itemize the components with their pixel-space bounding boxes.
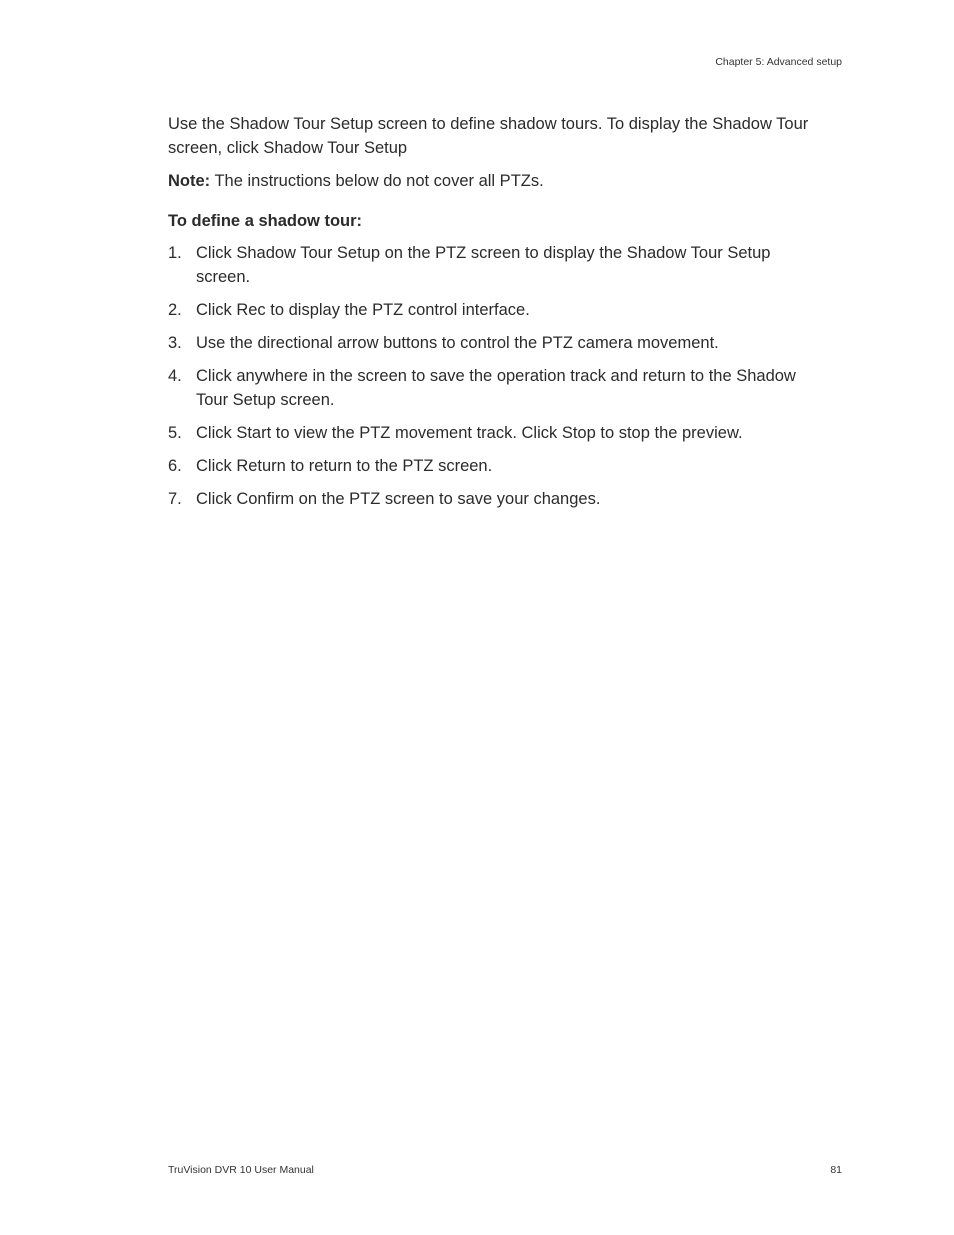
step-item (168, 298, 828, 322)
step-text: Click Return to return to the PTZ screen. (196, 457, 493, 475)
step-number: 2. (168, 301, 182, 319)
footer-manual-title: TruVision DVR 10 User Manual (168, 1164, 314, 1176)
note-paragraph (168, 169, 828, 193)
step-number: 3. (168, 334, 182, 352)
procedure-heading: To define a shadow tour: (168, 212, 363, 230)
footer-page-number: 81 (830, 1164, 842, 1176)
step-number: 6. (168, 457, 182, 475)
step-item (168, 364, 828, 412)
note-text: The instructions below do not cover all PTZs. (210, 172, 544, 190)
step-item (168, 454, 828, 478)
step-text: Use the directional arrow buttons to control the PTZ camera movement. (196, 334, 719, 352)
note-label: Note: (168, 172, 211, 190)
page-content (168, 112, 828, 520)
step-text: Click Rec to display the PTZ control interface. (196, 301, 530, 319)
step-number: 5. (168, 424, 182, 442)
step-item (168, 331, 828, 355)
step-text: Click anywhere in the screen to save the operation track and return to the Shadow Tour Setup screen. (196, 367, 796, 409)
procedure-steps (168, 241, 828, 511)
running-header: Chapter 5: Advanced setup (715, 56, 842, 68)
step-item (168, 487, 828, 511)
step-item (168, 241, 828, 289)
step-number: 4. (168, 367, 182, 385)
step-number: 1. (168, 244, 182, 262)
step-text: Click Confirm on the PTZ screen to save your changes. (196, 490, 601, 508)
step-text: Click Start to view the PTZ movement track. Click Stop to stop the preview. (196, 424, 743, 442)
intro-paragraph: Use the Shadow Tour Setup screen to define shadow tours. To display the Shadow Tour screen, click Shadow Tour Setup (168, 115, 809, 157)
step-item (168, 421, 828, 445)
step-number: 7. (168, 490, 182, 508)
step-text: Click Shadow Tour Setup on the PTZ screen to display the Shadow Tour Setup screen. (196, 244, 771, 286)
